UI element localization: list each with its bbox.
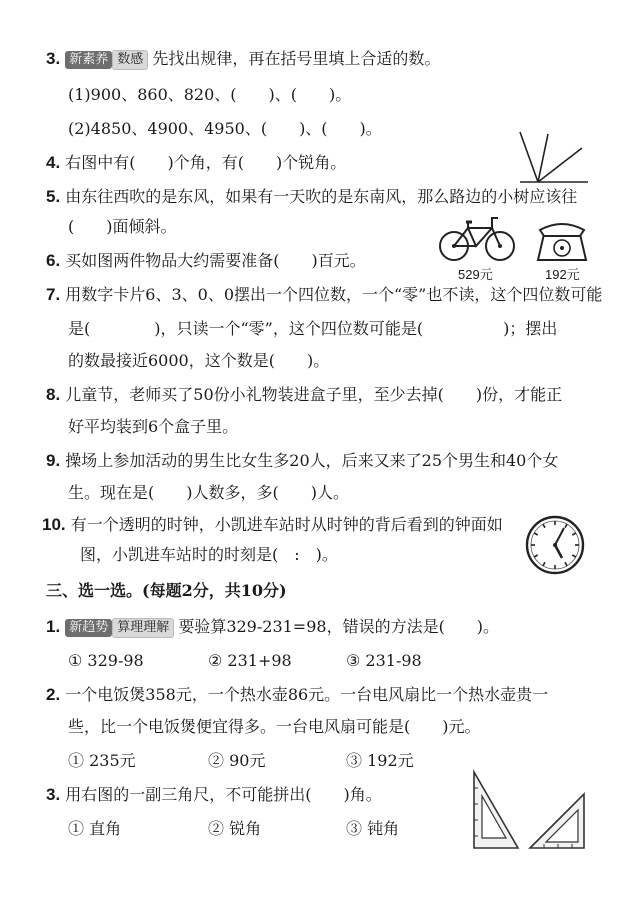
q7-row xyxy=(46,284,602,306)
c2-number: 2. xyxy=(46,685,61,704)
q6-number: 6. xyxy=(46,251,61,270)
q4-row xyxy=(46,152,346,174)
q3-sub2: (2)4850、4900、4950、( )、( )。 xyxy=(68,119,382,138)
q5-text2: ( )面倾斜。 xyxy=(68,217,177,236)
q7-number: 7. xyxy=(46,285,61,304)
set-square-30-60-icon xyxy=(474,772,518,848)
c3-option-2[interactable]: ② 锐角 xyxy=(208,819,262,838)
c1-number: 1. xyxy=(46,617,61,636)
q9-text2: 生。现在是( )人数多，多( )人。 xyxy=(68,483,349,502)
phone-price: 192元 xyxy=(545,267,580,282)
q7-text3: 的数最接近6000，这个数是( )。 xyxy=(68,351,330,370)
q6-row xyxy=(46,250,366,272)
q3-number: 3. xyxy=(46,49,61,68)
q3-tag-new: 新素养 xyxy=(65,51,112,69)
q3-tag-topic: 数感 xyxy=(112,50,148,70)
set-square-45-icon xyxy=(530,794,584,848)
q6-text: 买如图两件物品大约需要准备( )百元。 xyxy=(65,251,366,270)
c2-text2: 些，比一个电饭煲便宜得多。一台电风扇可能是( )元。 xyxy=(68,717,481,736)
q10-row xyxy=(42,514,503,536)
clock-icon xyxy=(524,514,586,576)
bicycle-icon xyxy=(436,214,518,264)
q10-text2: 图，小凯进车站时的时刻是( : )。 xyxy=(80,545,338,564)
c1-option-1[interactable]: ① 329-98 xyxy=(68,651,144,670)
c2-option-3[interactable]: ③ 192元 xyxy=(346,751,414,770)
c3-row xyxy=(46,784,382,806)
c3-text: 用右图的一副三角尺，不可能拼出( )角。 xyxy=(65,785,382,804)
c1-option-2[interactable]: ② 231+98 xyxy=(208,651,292,670)
c2-row xyxy=(46,684,548,706)
q3-sub1: (1)900、860、820、( )、( )。 xyxy=(68,85,352,104)
c1-row xyxy=(46,616,499,638)
q9-row xyxy=(46,450,558,472)
angle-rays-figure xyxy=(512,128,592,188)
c1-tag-new: 新趋势 xyxy=(65,619,112,637)
q5-row xyxy=(46,186,577,208)
section-3-title: 三、选一选。(每题2分，共10分) xyxy=(46,581,287,600)
q4-number: 4. xyxy=(46,153,61,172)
bike-price: 529元 xyxy=(458,267,493,282)
c3-option-3[interactable]: ③ 钝角 xyxy=(346,819,400,838)
c1-text: 要验算329-231=98，错误的方法是( )。 xyxy=(178,617,500,636)
q3-row xyxy=(46,48,440,70)
c1-tag-topic: 算理理解 xyxy=(112,618,174,638)
c2-option-2[interactable]: ② 90元 xyxy=(208,751,266,770)
c1-option-3[interactable]: ③ 231-98 xyxy=(346,651,422,670)
q8-text2: 好平均装到6个盒子里。 xyxy=(68,417,239,436)
q8-text: 儿童节，老师买了50份小礼物装进盒子里，至少去掉( )份，才能正 xyxy=(65,385,563,404)
q9-text: 操场上参加活动的男生比女生多20人，后来又来了25个男生和40个女 xyxy=(65,451,559,470)
q8-row xyxy=(46,384,562,406)
c3-number: 3. xyxy=(46,785,61,804)
q10-number: 10. xyxy=(42,515,66,534)
ray-left xyxy=(520,132,538,182)
q3-text: 先找出规律，再在括号里填上合适的数。 xyxy=(152,49,441,68)
set-squares-figure xyxy=(464,768,594,852)
q5-text: 由东往西吹的是东风，如果有一天吹的是东南风，那么路边的小树应该往 xyxy=(65,187,578,206)
c3-option-1[interactable]: ① 直角 xyxy=(68,819,122,838)
c2-option-1[interactable]: ① 235元 xyxy=(68,751,136,770)
q7-text: 用数字卡片6、3、0、0摆出一个四位数，一个“零”也不读，这个四位数可能 xyxy=(65,285,603,304)
telephone-icon xyxy=(534,218,590,262)
q7-text2: 是( )，只读一个“零”，这个四位数可能是( )；摆出 xyxy=(68,319,558,338)
q5-number: 5. xyxy=(46,187,61,206)
q4-text: 右图中有( )个角，有( )个锐角。 xyxy=(65,153,347,172)
q8-number: 8. xyxy=(46,385,61,404)
q9-number: 9. xyxy=(46,451,61,470)
c2-text: 一个电饭煲358元，一个热水壶86元。一台电风扇比一个热水壶贵一 xyxy=(65,685,549,704)
q10-text: 有一个透明的时钟，小凯进车站时从时钟的背后看到的钟面如 xyxy=(70,515,503,534)
